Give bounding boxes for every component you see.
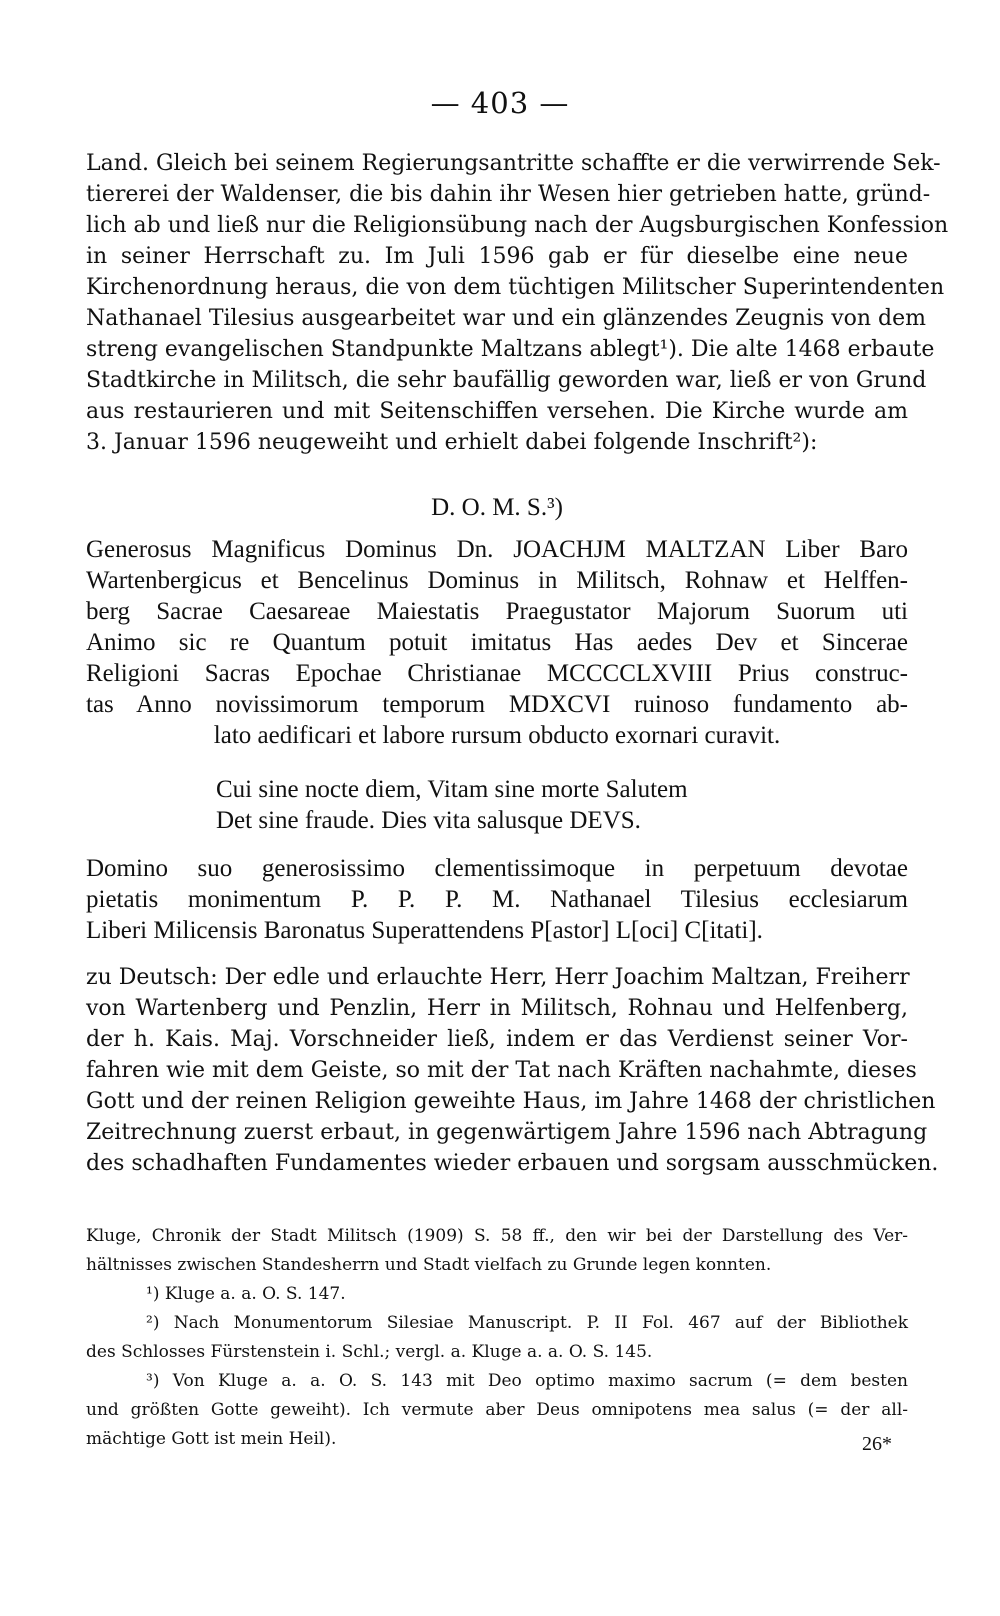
inscription-line: Animo sic re Quantum potuit imitatus Has aedes Dev et Sincerae — [86, 629, 908, 656]
verse — [86, 774, 908, 836]
footnotes — [86, 1222, 908, 1454]
text-line: aus restaurieren und mit Seitenschiffen versehen. Die Kirche wurde am — [86, 399, 908, 424]
footnote-line: des Schlosses Fürstenstein i. Schl.; vergl. a. Kluge a. a. O. S. 145. — [86, 1342, 653, 1362]
inscription-heading-block — [86, 492, 908, 523]
inscription-heading: D. O. M. S.³) — [431, 494, 563, 521]
dedication — [86, 853, 908, 946]
text-line: Gott und der reinen Religion geweihte Haus, im Jahre 1468 der christlichen — [86, 1089, 936, 1114]
text-line: fahren wie mit dem Geiste, so mit der Tat nach Kräften nachahmte, dieses — [86, 1058, 917, 1083]
text-line: tiererei der Waldenser, die bis dahin ihr Wesen hier getrieben hatte, gründ- — [86, 182, 931, 207]
dedication-line: Liberi Milicensis Baronatus Superattendens P[astor] L[oci] C[itati]. — [86, 917, 763, 944]
text-line: Nathanael Tilesius ausgearbeitet war und ein glänzendes Zeugnis von dem — [86, 306, 927, 331]
footnote-line: hältnisses zwischen Standesherrn und Stadt vielfach zu Grunde legen konnten. — [86, 1255, 772, 1275]
footnote-line: und größten Gotte geweiht). Ich vermute aber Deus omnipotens mea salus (= der all- — [86, 1400, 908, 1420]
translation-paragraph — [86, 962, 939, 1179]
inscription-line: lato aedificari et labore rursum obducto exornari curavit. — [213, 722, 781, 749]
footnote-3: ³) Von Kluge a. a. O. S. 143 mit Deo optimo maximo sacrum (= dem besten — [146, 1371, 908, 1391]
text-line: zu Deutsch: Der edle und erlauchte Herr, Herr Joachim Maltzan, Freiherr — [86, 965, 910, 990]
text-line: der h. Kais. Maj. Vorschneider ließ, indem er das Verdienst seiner Vor- — [86, 1027, 908, 1052]
text-line: Kirchenordnung heraus, die von dem tüchtigen Militscher Superintendenten — [86, 275, 945, 300]
text-line: 3. Januar 1596 neugeweiht und erhielt dabei folgende Inschrift²): — [86, 430, 818, 455]
inscription-line: Wartenbergicus et Bencelinus Dominus in Militsch, Rohnaw et Helffen- — [86, 567, 908, 594]
signature-mark: 26* — [862, 1433, 892, 1455]
text-line: lich ab und ließ nur die Religionsübung nach der Augsburgischen Konfession — [86, 213, 949, 238]
text-line: Stadtkirche in Militsch, die sehr baufällig geworden war, ließ er von Grund — [86, 368, 927, 393]
inscription-line: Religioni Sacras Epochae Christianae MCCCCLXVIII Prius construc- — [86, 660, 908, 687]
footnote-line: Kluge, Chronik der Stadt Militsch (1909) S. 58 ff., den wir bei der Darstellung des Ver- — [86, 1226, 908, 1246]
inscription — [86, 534, 908, 751]
paragraph-main — [86, 148, 949, 458]
inscription-line: tas Anno novissimorum temporum MDXCVI ruinoso fundamento ab- — [86, 691, 908, 718]
verse-line: Det sine fraude. Dies vita salusque DEVS. — [216, 807, 641, 834]
footnote-2: ²) Nach Monumentorum Silesiae Manuscript. P. II Fol. 467 auf der Bibliothek — [146, 1313, 908, 1333]
inscription-line: Generosus Magnificus Dominus Dn. JOACHJM MALTZAN Liber Baro — [86, 536, 908, 563]
footnote-1: ¹) Kluge a. a. O. S. 147. — [146, 1284, 346, 1304]
text-line: des schadhaften Fundamentes wieder erbauen und sorgsam ausschmücken. — [86, 1151, 939, 1176]
text-line: Zeitrechnung zuerst erbaut, in gegenwärtigem Jahre 1596 nach Abtragung — [86, 1120, 928, 1145]
verse-line: Cui sine nocte diem, Vitam sine morte Salutem — [216, 776, 688, 803]
footnote-line: mächtige Gott ist mein Heil). — [86, 1429, 337, 1449]
text-line: in seiner Herrschaft zu. Im Juli 1596 gab er für dieselbe eine neue — [86, 244, 908, 269]
dedication-line: pietatis monimentum P. P. P. M. Nathanael Tilesius ecclesiarum — [86, 886, 908, 913]
inscription-line: berg Sacrae Caesareae Maiestatis Praegustator Majorum Suorum uti — [86, 598, 908, 625]
page-number: — 403 — — [430, 86, 570, 120]
text-line: von Wartenberg und Penzlin, Herr in Militsch, Rohnau und Helfenberg, — [86, 996, 908, 1021]
text-line: streng evangelischen Standpunkte Maltzans ablegt¹). Die alte 1468 erbaute — [86, 337, 935, 362]
text-line: Land. Gleich bei seinem Regierungsantritte schaffte er die verwirrende Sek- — [86, 151, 941, 176]
dedication-line: Domino suo generosissimo clementissimoque in perpetuum devotae — [86, 855, 908, 882]
